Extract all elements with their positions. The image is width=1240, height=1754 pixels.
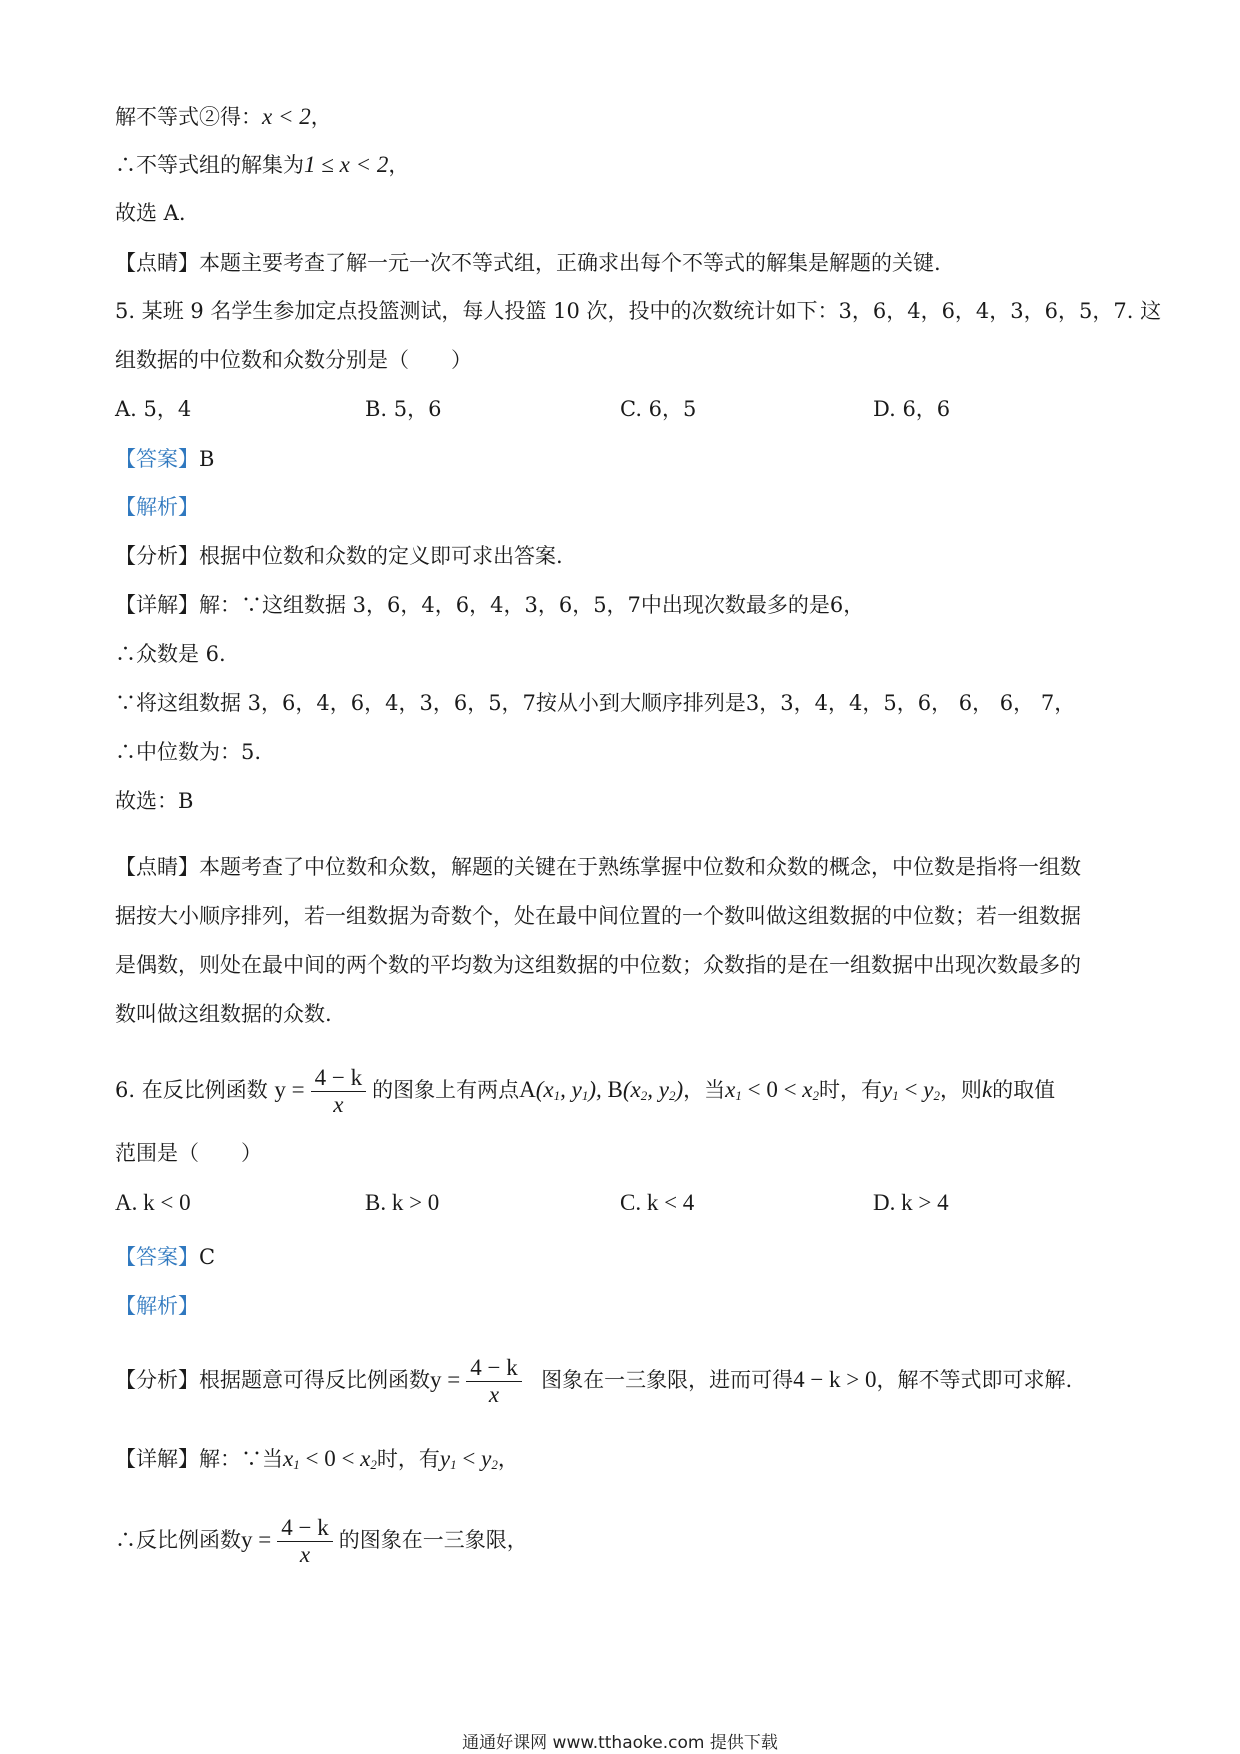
q5-option-c: C. 6，5 — [620, 397, 697, 421]
q6-option-c: C. k < 4 — [620, 1190, 695, 1215]
math-y1-lt-y2: $y_1 < y_2$ — [439, 1446, 498, 1472]
q5-answer: 【答案】B — [115, 447, 215, 471]
q5-stem-line1: 5. 某班 9 名学生参加定点投篮测试，每人投篮 10 次，投中的次数统计如下：3，6，4，6，4，3，6，5，7. 这 — [115, 299, 1162, 323]
q6-option-b: B. k > 0 — [365, 1190, 440, 1215]
math-x1-lt-0-lt-x2: $x_1 < 0 < x_2$ — [725, 1077, 820, 1103]
answer-tag: 【答案】 — [115, 447, 199, 471]
q6-detail-1: 【详解】解：∵当$x_1 < 0 < x_2$时，有$y_1 < y_2$， — [115, 1446, 519, 1472]
q5-detail-2: ∴众数是 6. — [115, 642, 226, 666]
q6-analysis-tag: 【解析】 — [115, 1294, 199, 1318]
q5-fenxi: 【分析】根据中位数和众数的定义即可求出答案. — [115, 544, 563, 568]
q6-answer: 【答案】C — [115, 1245, 216, 1269]
q5-dianjing-1: 【点睛】本题考查了中位数和众数，解题的关键在于熟练掌握中位数和众数的概念，中位数是指将一组数 — [115, 855, 1081, 879]
q5-detail-1: 【详解】解：∵这组数据 3，6，4，6，4，3，6，5，7中出现次数最多的是6， — [115, 593, 865, 617]
q5-option-a: A. 5，4 — [115, 397, 192, 421]
q5-dianjing-4: 数叫做这组数据的众数. — [115, 1002, 332, 1026]
q5-dianjing-2: 据按大小顺序排列，若一组数据为奇数个，处在最中间位置的一个数叫做这组数据的中位数；若一组数据 — [115, 904, 1081, 928]
q5-dianjing-3: 是偶数，则处在最中间的两个数的平均数为这组数据的中位数；众数指的是在一组数据中出现次数最多的 — [115, 953, 1081, 977]
q5-detail-3: ∵将这组数据 3，6，4，6，4，3，6，5，7按从小到大顺序排列是3，3，4，4，5，6， 6， 6， 7， — [115, 691, 1076, 715]
math-solution-set: 1 ≤ x < 2 — [304, 152, 389, 177]
text-line-1: 解不等式②得：x < 2， — [115, 104, 332, 129]
math-y1-lt-y2: $y_1 < y_2$ — [882, 1077, 940, 1103]
math-x-lt-2: x < 2 — [262, 104, 311, 129]
answer-tag: 【答案】 — [115, 1245, 199, 1269]
q5-analysis-tag: 【解析】 — [115, 495, 199, 519]
text-line-2: ∴不等式组的解集为1 ≤ x < 2， — [115, 152, 410, 177]
q5-stem-line2: 组数据的中位数和众数分别是（ ） — [115, 348, 472, 372]
math-x1-lt-0-lt-x2: $x_1 < 0 < x_2$ — [283, 1446, 377, 1472]
math-points-ab: $A(x_1$, $y_1$), $B(x_2$, $y_2$) — [519, 1077, 684, 1103]
dianjing-q4: 【点睛】本题主要考查了解一元一次不等式组，正确求出每个不等式的解集是解题的关键. — [115, 251, 941, 275]
q6-fenxi: 【分析】根据题意可得反比例函数y = $\frac{4 - k}{x}$ 图象在一三象限，进而可得4 − k > 0，解不等式即可求解. — [115, 1355, 1073, 1407]
q5-option-b: B. 5，6 — [365, 397, 442, 421]
fraction-4-minus-k-over-x: $\frac{4 - k}{x}$ — [277, 1515, 332, 1568]
text-line-3: 故选 A. — [115, 201, 186, 225]
q5-option-d: D. 6，6 — [873, 397, 951, 421]
q6-option-a: A. k < 0 — [115, 1190, 191, 1215]
q6-stem-line2: 范围是（ ） — [115, 1141, 262, 1165]
q6-conclusion: ∴反比例函数y = $\frac{4 - k}{x}$ 的图象在一三象限， — [115, 1515, 528, 1567]
page-footer: 通通好课网 www.tthaoke.com 提供下载 — [462, 1733, 778, 1753]
q5-detail-5: 故选：B — [115, 789, 194, 813]
q5-detail-4: ∴中位数为：5. — [115, 740, 262, 764]
fraction-4-minus-k-over-x: $\frac{4 - k}{x}$ — [466, 1355, 521, 1408]
q6-option-d: D. k > 4 — [873, 1190, 949, 1215]
q6-stem-line1: 6. 在反比例函数 y = $\frac{4 - k}{x}$ 的图象上有两点$A(x_1$, $y_1$), $B(x_2$, $y_2$)，当$x_1 < 0 < x_2$时，有$y_1 < y_2$，则k的取值 — [115, 1065, 1056, 1117]
math-4-minus-k-gt-0: 4 − k > 0 — [793, 1367, 877, 1392]
fraction-4-minus-k-over-x: $\frac{4 - k}{x}$ — [311, 1065, 366, 1118]
